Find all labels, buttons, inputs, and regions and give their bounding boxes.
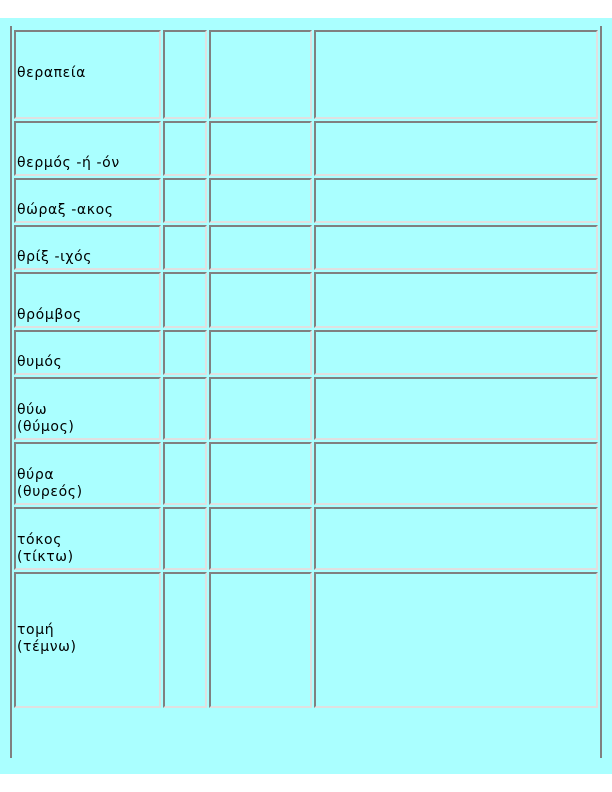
empty-cell xyxy=(209,377,312,440)
empty-cell xyxy=(163,272,207,328)
term-cell xyxy=(14,225,161,270)
empty-cell xyxy=(314,330,598,375)
term-cell xyxy=(14,178,161,223)
empty-cell xyxy=(163,225,207,270)
term-root-text: (θυρεός) xyxy=(17,484,83,500)
table-row xyxy=(14,572,598,708)
term-cell xyxy=(14,442,161,505)
vocabulary-table xyxy=(12,28,600,710)
term-cell xyxy=(14,30,161,119)
empty-cell xyxy=(163,442,207,505)
term-text: θυμός xyxy=(17,354,63,370)
term-root-text: (θύμος) xyxy=(17,419,75,435)
term-cell xyxy=(14,572,161,708)
term-root-text: (τέμνω) xyxy=(17,639,77,655)
term-text: θρίξ -ιχός xyxy=(17,249,93,265)
table-row xyxy=(14,272,598,328)
term-text: θώραξ -ακος xyxy=(17,202,114,218)
table-row xyxy=(14,330,598,375)
empty-cell xyxy=(314,121,598,176)
term-cell xyxy=(14,507,161,570)
empty-cell xyxy=(163,178,207,223)
empty-cell xyxy=(163,30,207,119)
table-row xyxy=(14,507,598,570)
empty-cell xyxy=(209,572,312,708)
empty-cell xyxy=(163,507,207,570)
empty-cell xyxy=(163,330,207,375)
empty-cell xyxy=(314,442,598,505)
term-text: θρόμβος xyxy=(17,307,82,323)
empty-cell xyxy=(314,272,598,328)
term-text: τόκος xyxy=(17,532,63,548)
empty-cell xyxy=(314,225,598,270)
empty-cell xyxy=(314,572,598,708)
table-row xyxy=(14,30,598,119)
table-row xyxy=(14,121,598,176)
empty-cell xyxy=(163,572,207,708)
term-root-text: (τίκτω) xyxy=(17,549,74,565)
term-text: θύω xyxy=(17,402,48,418)
term-cell xyxy=(14,377,161,440)
empty-cell xyxy=(163,121,207,176)
empty-cell xyxy=(209,272,312,328)
term-cell xyxy=(14,272,161,328)
empty-cell xyxy=(209,178,312,223)
empty-cell xyxy=(209,121,312,176)
term-text: θύρα xyxy=(17,467,55,483)
empty-cell xyxy=(314,30,598,119)
term-text: τομή xyxy=(17,622,55,638)
term-text: θερμός -ή -όν xyxy=(17,155,120,171)
empty-cell xyxy=(314,507,598,570)
empty-cell xyxy=(163,377,207,440)
empty-cell xyxy=(209,30,312,119)
term-cell xyxy=(14,330,161,375)
empty-cell xyxy=(314,178,598,223)
table-row xyxy=(14,225,598,270)
table-row xyxy=(14,442,598,505)
table-row xyxy=(14,178,598,223)
empty-cell xyxy=(209,507,312,570)
empty-cell xyxy=(209,225,312,270)
term-cell xyxy=(14,121,161,176)
term-text: θεραπεία xyxy=(17,65,87,81)
empty-cell xyxy=(314,377,598,440)
empty-cell xyxy=(209,330,312,375)
empty-cell xyxy=(209,442,312,505)
table-row xyxy=(14,377,598,440)
